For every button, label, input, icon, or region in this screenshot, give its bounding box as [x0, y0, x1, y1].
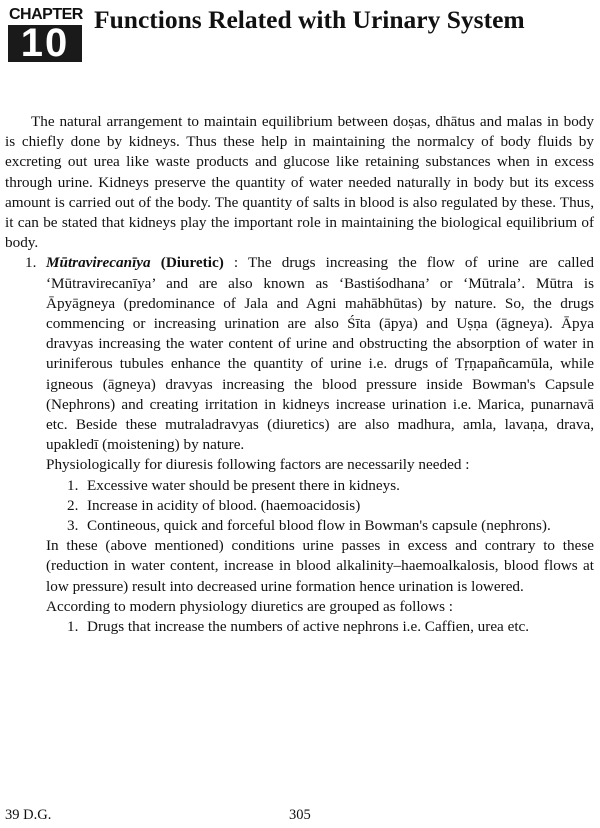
factor-text: Excessive water should be present there in kidneys. [87, 476, 400, 494]
list-number: 1. [67, 476, 79, 494]
modern-physiology-intro: According to modern physiology diuretics are grouped as follows : [46, 597, 454, 615]
group-text: Drugs that increase the numbers of active nephrons i.e. Caffien, urea etc. [87, 618, 530, 636]
conditions-paragraph: In these (above mentioned) conditions urine passes in excess and contrary to these (reduction in water content, increase in blood alkalinity–haemoalkalosis, blood flows at low pressure) result into decreased urine formation hence urination is lowered. [46, 537, 594, 595]
list-number: 3. [67, 517, 79, 535]
page-body [5, 112, 594, 637]
chapter-number-box [8, 21, 82, 65]
chapter-badge [6, 4, 84, 65]
chapter-title: Functions Related with Urinary System [94, 5, 525, 34]
factor-item [46, 496, 594, 516]
list-number: 1. [67, 618, 79, 636]
chapter-label: CHAPTER [9, 6, 83, 23]
factor-item [46, 516, 594, 536]
physiology-intro: Physiologically for diuresis following factors are necessarily needed : [46, 456, 470, 474]
list-item-body [46, 253, 594, 637]
diuretic-definition [46, 253, 594, 455]
list-item-mutravirecaniya [5, 253, 594, 637]
intro-paragraph: The natural arrangement to maintain equilibrium between doṣas, dhātus and malas in body is chiefly done by kidneys. Thus these help in maintaining the normalcy of body fluids by excreting out urea like waste products and glucose like retaining substances when in excess through urine. Kidneys preserve the quantity of water needed naturally in body but its excess amount is carried out of the body. The quantity of salts in blood is also regulated by these. Thus, it can be stated that kidneys play the important role in maintaining the biological equilibrium of body. [5, 113, 594, 252]
factor-text: Increase in acidity of blood. (haemoacidosis) [87, 496, 361, 514]
list-number: 1. [25, 254, 37, 272]
page-footer [0, 807, 600, 827]
footer-signature: 39 D.G. [5, 807, 52, 823]
factor-text: Contineous, quick and forceful blood flow in Bowman's capsule (nephrons). [87, 517, 551, 535]
definition-text: : The drugs increasing the flow of urine are called ‘Mūtravirecanīya’ and are also known as ‘Bastiśodhana’ or ‘Mūtrala’. Mūtra is Āpyāgneya (predominance of Jala and Agni mahābhūtas) by nature. So, the drugs commencing or increasing urination are also Śīta (āpya) and Uṣṇa (āgneya). Āpya dravyas increasing the water content of urine and obstructing the absorption of water in uriniferous tubules enhance the quantity of urine i.e. drugs of Tṛṇapañcamūla, while igneous (āgneya) dravyas increasing the blood pressure inside Bowman's Capsule (Nephrons) and creating irritation in kidneys increase urination i.e. Marica, punarnavā etc. Beside these mutraladravyas (diuretics) are also madhura, amla, lavaṇa, drava, upakledī (moistening) by nature. [46, 254, 594, 454]
page-number: 305 [289, 807, 311, 823]
list-number: 2. [67, 496, 79, 514]
group-item [46, 617, 594, 637]
term-gloss: (Diuretic) [150, 254, 224, 272]
chapter-header [6, 4, 596, 64]
chapter-number: 10 [20, 21, 70, 65]
factor-item [46, 476, 594, 496]
term-sanskrit: Mūtravirecanīya [46, 254, 151, 272]
